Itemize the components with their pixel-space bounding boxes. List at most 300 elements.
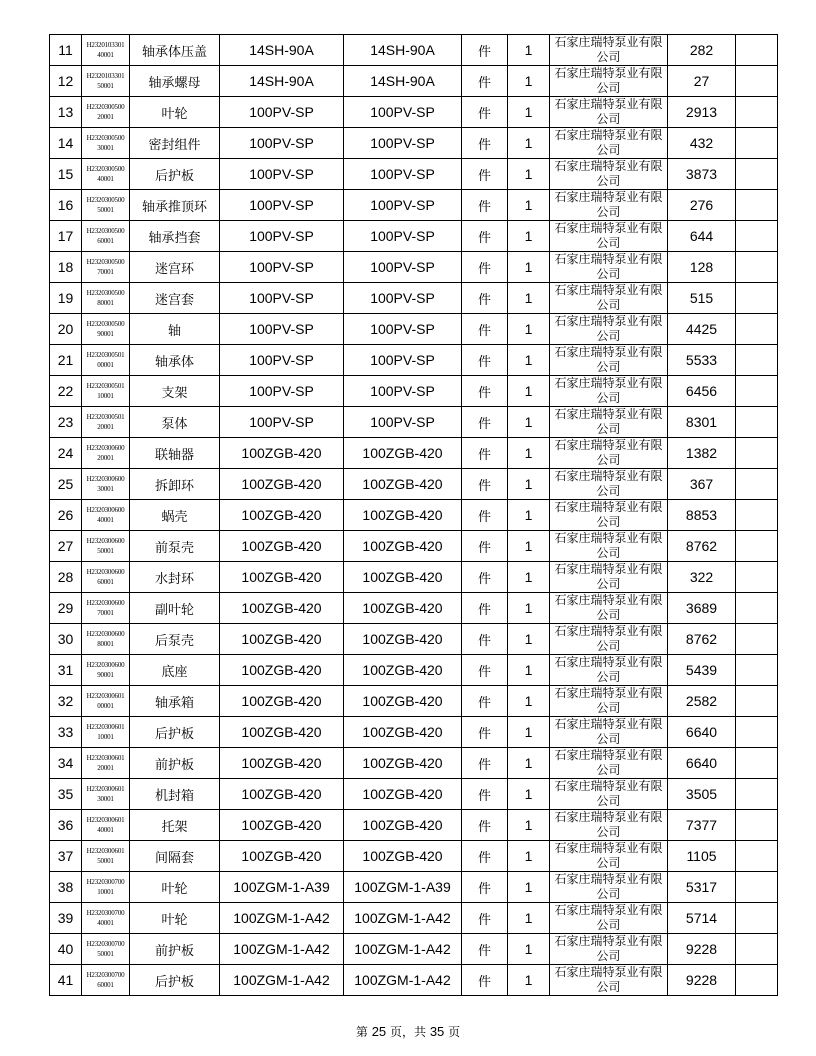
supplier-cell [550, 159, 668, 190]
part-name-cell: 轴承螺母 [130, 66, 220, 97]
supplier-cell [550, 407, 668, 438]
table-row [50, 221, 778, 252]
supplier-text: 石家庄瑞特泵业有限公司 [554, 903, 663, 932]
unit-price-cell: 6456 [668, 376, 736, 407]
unit-cell: 件 [462, 748, 508, 779]
material-code-cell [82, 376, 130, 407]
material-code-cell [82, 686, 130, 717]
material-code-cell [82, 531, 130, 562]
model-cell: 100ZGB-420 [344, 469, 462, 500]
quantity-cell: 1 [508, 872, 550, 903]
specification-cell: 100ZGB-420 [220, 624, 344, 655]
row-number-cell: 20 [50, 314, 82, 345]
unit-cell: 件 [462, 35, 508, 66]
quantity-cell: 1 [508, 965, 550, 996]
unit-cell: 件 [462, 810, 508, 841]
row-number-cell: 12 [50, 66, 82, 97]
material-code-cell [82, 965, 130, 996]
material-code-text: H232030050080001 [86, 289, 125, 307]
row-number-cell: 41 [50, 965, 82, 996]
remark-cell [736, 66, 778, 97]
material-code-text: H232030060040001 [86, 506, 125, 524]
supplier-cell [550, 66, 668, 97]
quantity-cell: 1 [508, 748, 550, 779]
model-cell: 100PV-SP [344, 221, 462, 252]
table-row [50, 97, 778, 128]
quantity-cell: 1 [508, 903, 550, 934]
part-name-cell: 前护板 [130, 748, 220, 779]
model-cell: 100ZGM-1-A42 [344, 934, 462, 965]
material-code-text: H232010330140001 [86, 41, 125, 59]
parts-price-table [49, 34, 778, 996]
model-cell: 100ZGB-420 [344, 748, 462, 779]
material-code-cell [82, 283, 130, 314]
unit-cell: 件 [462, 500, 508, 531]
table-row [50, 717, 778, 748]
material-code-text: H232030070040001 [86, 909, 125, 927]
model-cell: 100ZGB-420 [344, 531, 462, 562]
material-code-text: H232030050060001 [86, 227, 125, 245]
material-code-text: H232030050040001 [86, 165, 125, 183]
unit-price-cell: 6640 [668, 717, 736, 748]
part-name-cell: 叶轮 [130, 872, 220, 903]
supplier-cell [550, 717, 668, 748]
part-name-cell: 迷宫环 [130, 252, 220, 283]
unit-price-cell: 7377 [668, 810, 736, 841]
row-number-cell: 38 [50, 872, 82, 903]
supplier-cell [550, 531, 668, 562]
supplier-cell [550, 128, 668, 159]
supplier-text: 石家庄瑞特泵业有限公司 [554, 562, 663, 591]
footer-prefix: 第 [355, 1025, 368, 1039]
row-number-cell: 31 [50, 655, 82, 686]
remark-cell [736, 159, 778, 190]
supplier-cell [550, 903, 668, 934]
supplier-cell [550, 965, 668, 996]
material-code-text: H232030060110001 [86, 723, 125, 741]
supplier-cell [550, 376, 668, 407]
supplier-cell [550, 934, 668, 965]
unit-price-cell: 1382 [668, 438, 736, 469]
specification-cell: 100ZGB-420 [220, 717, 344, 748]
unit-price-cell: 2913 [668, 97, 736, 128]
model-cell: 100PV-SP [344, 128, 462, 159]
remark-cell [736, 438, 778, 469]
specification-cell: 100ZGB-420 [220, 841, 344, 872]
row-number-cell: 26 [50, 500, 82, 531]
specification-cell: 100PV-SP [220, 221, 344, 252]
material-code-text: H232030060080001 [86, 630, 125, 648]
material-code-cell [82, 593, 130, 624]
row-number-cell: 21 [50, 345, 82, 376]
remark-cell [736, 779, 778, 810]
supplier-text: 石家庄瑞特泵业有限公司 [554, 593, 663, 622]
supplier-text: 石家庄瑞特泵业有限公司 [554, 376, 663, 405]
unit-cell: 件 [462, 903, 508, 934]
row-number-cell: 19 [50, 283, 82, 314]
supplier-text: 石家庄瑞特泵业有限公司 [554, 66, 663, 95]
supplier-cell [550, 872, 668, 903]
part-name-cell: 后泵壳 [130, 624, 220, 655]
specification-cell: 100PV-SP [220, 314, 344, 345]
table-row [50, 438, 778, 469]
quantity-cell: 1 [508, 562, 550, 593]
material-code-text: H232030070010001 [86, 878, 125, 896]
supplier-text: 石家庄瑞特泵业有限公司 [554, 779, 663, 808]
quantity-cell: 1 [508, 686, 550, 717]
supplier-text: 石家庄瑞特泵业有限公司 [554, 283, 663, 312]
unit-price-cell: 2582 [668, 686, 736, 717]
table-row [50, 531, 778, 562]
part-name-cell: 水封环 [130, 562, 220, 593]
supplier-cell [550, 438, 668, 469]
remark-cell [736, 97, 778, 128]
unit-cell: 件 [462, 252, 508, 283]
unit-price-cell: 3873 [668, 159, 736, 190]
part-name-cell: 后护板 [130, 965, 220, 996]
material-code-text: H232030060020001 [86, 444, 125, 462]
material-code-cell [82, 779, 130, 810]
quantity-cell: 1 [508, 655, 550, 686]
unit-price-cell: 276 [668, 190, 736, 221]
row-number-cell: 13 [50, 97, 82, 128]
unit-price-cell: 282 [668, 35, 736, 66]
row-number-cell: 33 [50, 717, 82, 748]
supplier-cell [550, 190, 668, 221]
page-footer [0, 1023, 816, 1040]
specification-cell: 100PV-SP [220, 283, 344, 314]
material-code-cell [82, 407, 130, 438]
part-name-cell: 迷宫套 [130, 283, 220, 314]
supplier-text: 石家庄瑞特泵业有限公司 [554, 407, 663, 436]
quantity-cell: 1 [508, 128, 550, 159]
unit-cell: 件 [462, 190, 508, 221]
remark-cell [736, 810, 778, 841]
table-row [50, 35, 778, 66]
quantity-cell: 1 [508, 438, 550, 469]
part-name-cell: 前泵壳 [130, 531, 220, 562]
supplier-cell [550, 500, 668, 531]
part-name-cell: 轴承挡套 [130, 221, 220, 252]
model-cell: 100PV-SP [344, 314, 462, 345]
unit-price-cell: 27 [668, 66, 736, 97]
material-code-cell [82, 624, 130, 655]
material-code-text: H232030060130001 [86, 785, 125, 803]
remark-cell [736, 562, 778, 593]
unit-price-cell: 3505 [668, 779, 736, 810]
remark-cell [736, 624, 778, 655]
specification-cell: 100ZGB-420 [220, 469, 344, 500]
model-cell: 100ZGB-420 [344, 438, 462, 469]
remark-cell [736, 841, 778, 872]
unit-cell: 件 [462, 562, 508, 593]
part-name-cell: 轴承箱 [130, 686, 220, 717]
model-cell: 100PV-SP [344, 97, 462, 128]
supplier-cell [550, 779, 668, 810]
remark-cell [736, 314, 778, 345]
quantity-cell: 1 [508, 283, 550, 314]
remark-cell [736, 717, 778, 748]
specification-cell: 100ZGB-420 [220, 810, 344, 841]
table-row [50, 469, 778, 500]
model-cell: 100PV-SP [344, 345, 462, 376]
unit-cell: 件 [462, 934, 508, 965]
unit-cell: 件 [462, 438, 508, 469]
remark-cell [736, 686, 778, 717]
remark-cell [736, 531, 778, 562]
model-cell: 100PV-SP [344, 159, 462, 190]
remark-cell [736, 376, 778, 407]
model-cell: 100ZGB-420 [344, 624, 462, 655]
part-name-cell: 机封箱 [130, 779, 220, 810]
remark-cell [736, 872, 778, 903]
supplier-cell [550, 314, 668, 345]
row-number-cell: 11 [50, 35, 82, 66]
material-code-cell [82, 35, 130, 66]
unit-cell: 件 [462, 872, 508, 903]
remark-cell [736, 903, 778, 934]
material-code-cell [82, 128, 130, 159]
table-row [50, 283, 778, 314]
part-name-cell: 轴承推顶环 [130, 190, 220, 221]
table-row [50, 376, 778, 407]
material-code-text: H232030050050001 [86, 196, 125, 214]
remark-cell [736, 35, 778, 66]
supplier-cell [550, 562, 668, 593]
specification-cell: 14SH-90A [220, 35, 344, 66]
row-number-cell: 34 [50, 748, 82, 779]
specification-cell: 100PV-SP [220, 190, 344, 221]
table-row [50, 841, 778, 872]
row-number-cell: 36 [50, 810, 82, 841]
row-number-cell: 15 [50, 159, 82, 190]
material-code-cell [82, 810, 130, 841]
specification-cell: 100ZGB-420 [220, 593, 344, 624]
model-cell: 100ZGM-1-A39 [344, 872, 462, 903]
supplier-text: 石家庄瑞特泵业有限公司 [554, 717, 663, 746]
part-name-cell: 前护板 [130, 934, 220, 965]
total-pages-number: 35 [429, 1024, 445, 1039]
table-row [50, 965, 778, 996]
model-cell: 100ZGB-420 [344, 686, 462, 717]
material-code-cell [82, 841, 130, 872]
table-row [50, 562, 778, 593]
remark-cell [736, 748, 778, 779]
unit-cell: 件 [462, 531, 508, 562]
table-row [50, 314, 778, 345]
supplier-cell [550, 748, 668, 779]
model-cell: 100PV-SP [344, 252, 462, 283]
unit-cell: 件 [462, 965, 508, 996]
table-row [50, 748, 778, 779]
unit-cell: 件 [462, 624, 508, 655]
supplier-text: 石家庄瑞特泵业有限公司 [554, 159, 663, 188]
current-page-number: 25 [371, 1024, 387, 1039]
row-number-cell: 35 [50, 779, 82, 810]
unit-cell: 件 [462, 655, 508, 686]
part-name-cell: 轴承体 [130, 345, 220, 376]
supplier-text: 石家庄瑞特泵业有限公司 [554, 469, 663, 498]
supplier-text: 石家庄瑞特泵业有限公司 [554, 345, 663, 374]
specification-cell: 100ZGM-1-A42 [220, 965, 344, 996]
material-code-text: H232030050020001 [86, 103, 125, 121]
model-cell: 100ZGM-1-A42 [344, 965, 462, 996]
specification-cell: 100ZGB-420 [220, 748, 344, 779]
supplier-text: 石家庄瑞特泵业有限公司 [554, 810, 663, 839]
row-number-cell: 28 [50, 562, 82, 593]
table-row [50, 624, 778, 655]
unit-price-cell: 322 [668, 562, 736, 593]
remark-cell [736, 500, 778, 531]
material-code-cell [82, 469, 130, 500]
unit-price-cell: 8853 [668, 500, 736, 531]
unit-price-cell: 4425 [668, 314, 736, 345]
material-code-text: H232030060060001 [86, 568, 125, 586]
supplier-text: 石家庄瑞特泵业有限公司 [554, 872, 663, 901]
supplier-text: 石家庄瑞特泵业有限公司 [554, 841, 663, 870]
table-row [50, 190, 778, 221]
material-code-text: H232030050110001 [86, 382, 125, 400]
supplier-text: 石家庄瑞特泵业有限公司 [554, 252, 663, 281]
table-row [50, 934, 778, 965]
material-code-text: H232030060090001 [86, 661, 125, 679]
unit-cell: 件 [462, 779, 508, 810]
supplier-cell [550, 469, 668, 500]
specification-cell: 100PV-SP [220, 159, 344, 190]
row-number-cell: 18 [50, 252, 82, 283]
specification-cell: 100PV-SP [220, 252, 344, 283]
unit-price-cell: 432 [668, 128, 736, 159]
remark-cell [736, 593, 778, 624]
table-row [50, 345, 778, 376]
specification-cell: 100ZGM-1-A42 [220, 903, 344, 934]
supplier-text: 石家庄瑞特泵业有限公司 [554, 934, 663, 963]
material-code-cell [82, 314, 130, 345]
model-cell: 100ZGB-420 [344, 717, 462, 748]
part-name-cell: 拆卸环 [130, 469, 220, 500]
supplier-text: 石家庄瑞特泵业有限公司 [554, 500, 663, 529]
row-number-cell: 24 [50, 438, 82, 469]
material-code-cell [82, 221, 130, 252]
supplier-cell [550, 655, 668, 686]
quantity-cell: 1 [508, 934, 550, 965]
supplier-text: 石家庄瑞特泵业有限公司 [554, 686, 663, 715]
quantity-cell: 1 [508, 593, 550, 624]
supplier-cell [550, 35, 668, 66]
quantity-cell: 1 [508, 314, 550, 345]
material-code-text: H232030060030001 [86, 475, 125, 493]
material-code-cell [82, 717, 130, 748]
unit-price-cell: 128 [668, 252, 736, 283]
material-code-cell [82, 934, 130, 965]
quantity-cell: 1 [508, 159, 550, 190]
supplier-cell [550, 221, 668, 252]
unit-cell: 件 [462, 283, 508, 314]
row-number-cell: 29 [50, 593, 82, 624]
unit-cell: 件 [462, 407, 508, 438]
quantity-cell: 1 [508, 66, 550, 97]
unit-cell: 件 [462, 66, 508, 97]
part-name-cell: 叶轮 [130, 903, 220, 934]
table-row [50, 66, 778, 97]
specification-cell: 100ZGB-420 [220, 438, 344, 469]
model-cell: 100PV-SP [344, 407, 462, 438]
material-code-cell [82, 190, 130, 221]
material-code-text: H232030060120001 [86, 754, 125, 772]
specification-cell: 100PV-SP [220, 97, 344, 128]
table-row [50, 252, 778, 283]
model-cell: 14SH-90A [344, 66, 462, 97]
unit-cell: 件 [462, 128, 508, 159]
specification-cell: 100ZGB-420 [220, 500, 344, 531]
material-code-cell [82, 252, 130, 283]
unit-cell: 件 [462, 97, 508, 128]
material-code-text: H232030050100001 [86, 351, 125, 369]
quantity-cell: 1 [508, 500, 550, 531]
specification-cell: 100ZGB-420 [220, 531, 344, 562]
material-code-cell [82, 500, 130, 531]
supplier-cell [550, 345, 668, 376]
quantity-cell: 1 [508, 376, 550, 407]
supplier-text: 石家庄瑞特泵业有限公司 [554, 438, 663, 467]
unit-price-cell: 644 [668, 221, 736, 252]
row-number-cell: 39 [50, 903, 82, 934]
unit-cell: 件 [462, 159, 508, 190]
unit-price-cell: 9228 [668, 934, 736, 965]
table-row [50, 810, 778, 841]
part-name-cell: 托架 [130, 810, 220, 841]
row-number-cell: 32 [50, 686, 82, 717]
supplier-text: 石家庄瑞特泵业有限公司 [554, 35, 663, 64]
material-code-text: H232030060140001 [86, 816, 125, 834]
unit-price-cell: 5714 [668, 903, 736, 934]
footer-middle: 页，共 [389, 1025, 426, 1039]
material-code-text: H232030070060001 [86, 971, 125, 989]
unit-price-cell: 9228 [668, 965, 736, 996]
unit-price-cell: 515 [668, 283, 736, 314]
unit-price-cell: 5317 [668, 872, 736, 903]
supplier-cell [550, 252, 668, 283]
model-cell: 100PV-SP [344, 190, 462, 221]
row-number-cell: 25 [50, 469, 82, 500]
row-number-cell: 16 [50, 190, 82, 221]
quantity-cell: 1 [508, 97, 550, 128]
specification-cell: 100PV-SP [220, 345, 344, 376]
part-name-cell: 后护板 [130, 159, 220, 190]
model-cell: 100ZGB-420 [344, 562, 462, 593]
material-code-cell [82, 655, 130, 686]
material-code-cell [82, 438, 130, 469]
supplier-cell [550, 686, 668, 717]
material-code-cell [82, 562, 130, 593]
specification-cell: 100PV-SP [220, 376, 344, 407]
unit-cell: 件 [462, 841, 508, 872]
quantity-cell: 1 [508, 190, 550, 221]
specification-cell: 100ZGM-1-A39 [220, 872, 344, 903]
table-row [50, 872, 778, 903]
material-code-cell [82, 66, 130, 97]
model-cell: 100ZGB-420 [344, 500, 462, 531]
model-cell: 100PV-SP [344, 376, 462, 407]
remark-cell [736, 252, 778, 283]
material-code-cell [82, 872, 130, 903]
quantity-cell: 1 [508, 810, 550, 841]
row-number-cell: 40 [50, 934, 82, 965]
remark-cell [736, 965, 778, 996]
remark-cell [736, 221, 778, 252]
material-code-cell [82, 159, 130, 190]
table-row [50, 407, 778, 438]
